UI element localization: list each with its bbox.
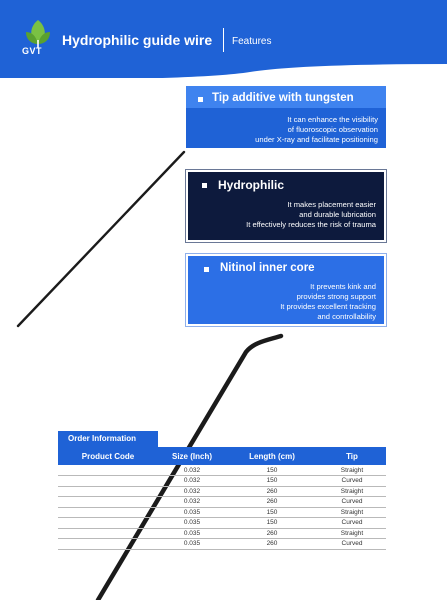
table-row	[58, 507, 386, 518]
column-header-size: Size (Inch)	[158, 447, 226, 465]
cell-length: 260	[226, 486, 318, 497]
column-header-tip: Tip	[318, 447, 386, 465]
cell-tip: Curved	[318, 518, 386, 529]
feature-line: of fluoroscopic observation	[287, 125, 378, 134]
cell-size: 0.035	[158, 518, 226, 529]
feature-line: It makes placement easier	[287, 200, 376, 209]
header-band	[0, 0, 447, 78]
feature-card-hydrophilic	[186, 170, 386, 242]
cell-size: 0.032	[158, 486, 226, 497]
square-bullet-icon	[198, 97, 203, 102]
column-header-product-code: Product Code	[58, 447, 158, 465]
feature-description	[280, 282, 376, 322]
cell-tip: Curved	[318, 497, 386, 508]
page-subtitle: Features	[232, 36, 272, 47]
cell-size: 0.035	[158, 539, 226, 550]
cell-tip: Straight	[318, 486, 386, 497]
table-row	[58, 486, 386, 497]
feature-description	[255, 115, 378, 145]
cell-tip: Curved	[318, 539, 386, 550]
table-row	[58, 497, 386, 508]
order-information-tab: Order Information	[58, 431, 158, 448]
feature-line: It effectively reduces the risk of trauma	[246, 220, 376, 229]
feature-line: and controllability	[317, 312, 376, 321]
cell-tip: Straight	[318, 465, 386, 476]
order-table-body	[58, 465, 386, 549]
cell-size: 0.035	[158, 507, 226, 518]
feature-line: and durable lubrication	[299, 210, 376, 219]
table-header-row	[58, 447, 386, 465]
table-row	[58, 539, 386, 550]
table-row	[58, 465, 386, 476]
feature-description	[246, 200, 376, 230]
cell-product-code	[58, 465, 158, 476]
order-table-wrapper	[58, 447, 386, 550]
page-title: Hydrophilic guide wire	[62, 32, 213, 48]
feature-card-nitinol-core	[186, 254, 386, 326]
cell-length: 150	[226, 465, 318, 476]
feature-line: It provides excellent tracking	[280, 302, 376, 311]
cell-product-code	[58, 507, 158, 518]
square-bullet-icon	[204, 267, 209, 272]
cell-length: 260	[226, 528, 318, 539]
table-row	[58, 528, 386, 539]
feature-title: Nitinol inner core	[220, 262, 315, 274]
cell-size: 0.032	[158, 497, 226, 508]
cell-tip: Curved	[318, 476, 386, 487]
cell-length: 150	[226, 476, 318, 487]
table-row	[58, 476, 386, 487]
feature-line: It prevents kink and	[310, 282, 376, 291]
cell-size: 0.032	[158, 476, 226, 487]
cell-product-code	[58, 539, 158, 550]
cell-size: 0.032	[158, 465, 226, 476]
cell-tip: Straight	[318, 528, 386, 539]
cell-product-code	[58, 518, 158, 529]
title-divider	[223, 28, 224, 52]
cell-tip: Straight	[318, 507, 386, 518]
cell-product-code	[58, 476, 158, 487]
cell-product-code	[58, 528, 158, 539]
column-header-length: Length (cm)	[226, 447, 318, 465]
cell-length: 150	[226, 518, 318, 529]
cell-size: 0.035	[158, 528, 226, 539]
order-table	[58, 447, 386, 550]
cell-product-code	[58, 486, 158, 497]
cell-length: 260	[226, 497, 318, 508]
feature-title: Hydrophilic	[218, 178, 285, 192]
cell-length: 150	[226, 507, 318, 518]
feature-title: Tip additive with tungsten	[212, 92, 354, 104]
cell-length: 260	[226, 539, 318, 550]
feature-line: provides strong support	[296, 292, 376, 301]
logo-text: GVT	[22, 46, 43, 56]
feature-card-tungsten-tip	[186, 86, 386, 148]
feature-line: under X-ray and facilitate positioning	[255, 135, 378, 144]
table-row	[58, 518, 386, 529]
feature-line: It can enhance the visibility	[287, 115, 378, 124]
square-bullet-icon	[202, 183, 207, 188]
cell-product-code	[58, 497, 158, 508]
